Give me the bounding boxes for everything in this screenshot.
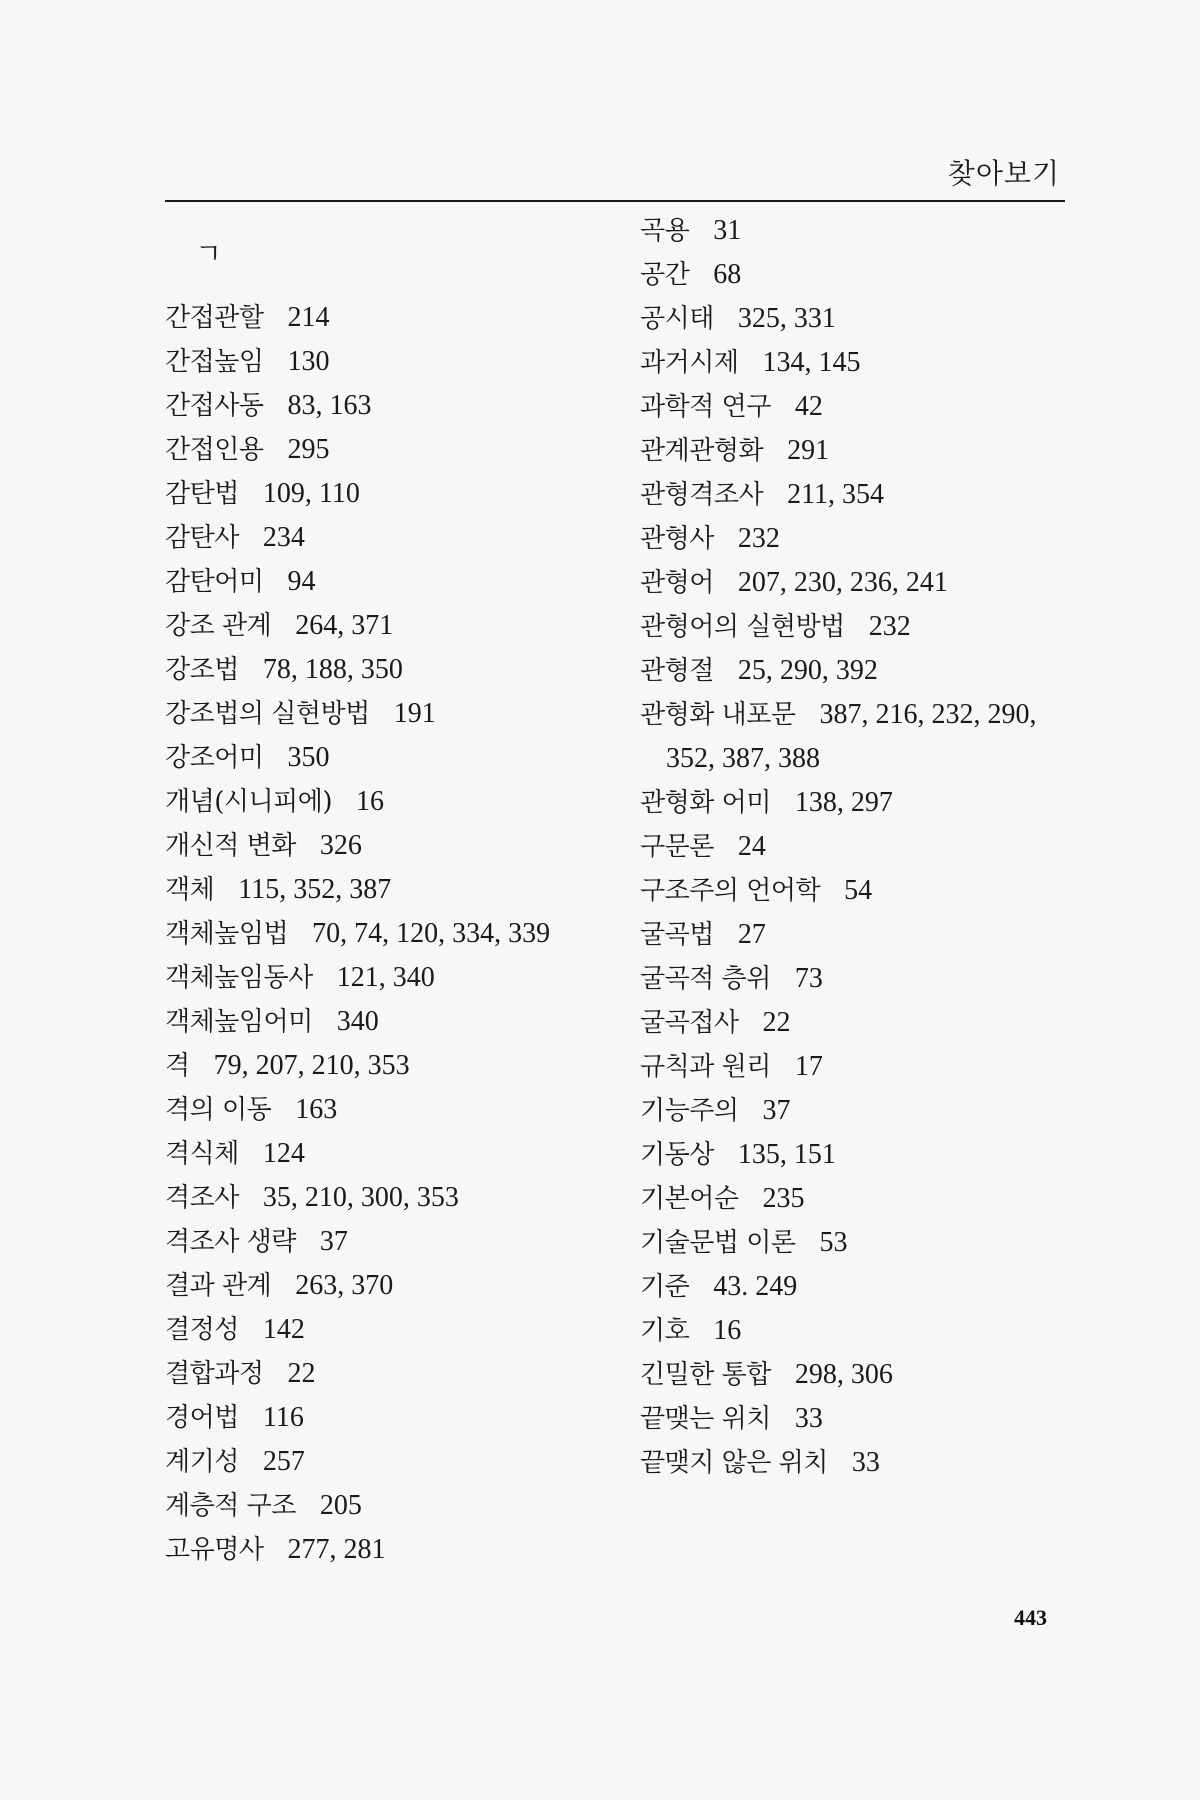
index-page-refs: 235 — [762, 1183, 805, 1214]
index-term: 객체 — [165, 875, 215, 905]
index-column-right — [640, 209, 1080, 1485]
index-page-refs: 135, 151 — [737, 1139, 836, 1170]
index-entry — [165, 912, 605, 956]
index-page-refs: 42 — [794, 391, 823, 422]
index-entry — [165, 1484, 605, 1528]
index-term: 공시태 — [640, 304, 714, 334]
index-term: 공간 — [640, 260, 690, 290]
index-page-refs: 25, 290, 392 — [737, 655, 878, 686]
index-entry — [165, 648, 605, 692]
index-entry — [640, 209, 1080, 253]
index-page-refs: 207, 230, 236, 241 — [737, 567, 948, 598]
index-term: 끝맺는 위치 — [640, 1404, 771, 1434]
index-term: 구조주의 언어학 — [640, 876, 821, 906]
index-page-refs: 263, 370 — [295, 1270, 394, 1301]
index-entry — [165, 1528, 605, 1572]
index-entry — [640, 825, 1080, 869]
index-entry — [165, 516, 605, 560]
index-term: 기동상 — [640, 1140, 714, 1170]
index-entry — [165, 868, 605, 912]
index-page-refs: 264, 371 — [295, 610, 394, 641]
index-page-refs: 17 — [794, 1051, 823, 1082]
index-entry — [165, 1000, 605, 1044]
index-term: 기준 — [640, 1272, 690, 1302]
index-page-refs: 138, 297 — [794, 787, 893, 818]
index-entry — [640, 385, 1080, 429]
index-page-refs: 37 — [762, 1095, 791, 1126]
index-page-refs: 109, 110 — [262, 478, 360, 509]
index-entry — [165, 604, 605, 648]
index-entry — [165, 956, 605, 1000]
index-term: 관계관형화 — [640, 436, 764, 466]
index-term: 긴밀한 통합 — [640, 1360, 771, 1390]
index-term: 관형어의 실현방법 — [640, 612, 845, 642]
index-term: 굴곡접사 — [640, 1008, 739, 1038]
index-entry — [640, 869, 1080, 913]
index-page-refs: 134, 145 — [762, 347, 861, 378]
index-page-refs: 352, 387, 388 — [666, 743, 820, 774]
index-term: 규칙과 원리 — [640, 1052, 771, 1082]
index-entry — [640, 1397, 1080, 1441]
index-entry — [165, 780, 605, 824]
index-entry — [640, 737, 1080, 781]
index-page-refs: 27 — [737, 919, 766, 950]
index-entry — [165, 1044, 605, 1088]
section-letter: ㄱ — [195, 237, 223, 270]
index-page-refs: 33 — [794, 1403, 823, 1434]
index-column-left — [165, 296, 605, 1572]
index-page-refs: 16 — [713, 1315, 742, 1346]
index-term: 곡용 — [640, 216, 690, 246]
index-entry — [165, 296, 605, 340]
index-term: 간접인용 — [165, 435, 264, 465]
index-term: 강조 관계 — [165, 611, 272, 641]
index-entry — [165, 340, 605, 384]
index-term: 관형어 — [640, 568, 714, 598]
index-entry — [640, 1221, 1080, 1265]
index-page-refs: 232 — [737, 523, 780, 554]
index-term: 객체높임어미 — [165, 1007, 313, 1037]
index-term: 경어법 — [165, 1403, 239, 1433]
index-term: 계층적 구조 — [165, 1491, 296, 1521]
index-page-refs: 31 — [713, 215, 742, 246]
index-term: 기술문법 이론 — [640, 1228, 796, 1258]
index-entry — [640, 693, 1080, 737]
index-page-refs: 340 — [336, 1006, 379, 1037]
index-page-refs: 37 — [319, 1226, 348, 1257]
index-entry — [640, 561, 1080, 605]
index-entry — [640, 1001, 1080, 1045]
index-page-refs: 387, 216, 232, 290, — [819, 699, 1037, 730]
index-page-refs: 79, 207, 210, 353 — [213, 1050, 410, 1081]
index-entry — [640, 473, 1080, 517]
index-page-refs: 234 — [262, 522, 305, 553]
index-term: 감탄어미 — [165, 567, 264, 597]
index-page-refs: 291 — [787, 435, 830, 466]
index-term: 관형화 어미 — [640, 788, 771, 818]
index-entry — [165, 824, 605, 868]
index-term: 격의 이동 — [165, 1095, 272, 1125]
index-term: 간접관할 — [165, 303, 264, 333]
index-term: 강조어미 — [165, 743, 264, 773]
index-entry — [640, 341, 1080, 385]
header-divider — [165, 200, 1065, 202]
index-page-refs: 124 — [262, 1138, 305, 1169]
index-entry — [640, 649, 1080, 693]
index-page-refs: 35, 210, 300, 353 — [262, 1182, 459, 1213]
index-term: 계기성 — [165, 1447, 239, 1477]
index-page-refs: 163 — [295, 1094, 338, 1125]
index-entry — [640, 297, 1080, 341]
index-entry — [640, 429, 1080, 473]
index-term: 기능주의 — [640, 1096, 739, 1126]
index-entry — [640, 1309, 1080, 1353]
index-term: 결과 관계 — [165, 1271, 272, 1301]
index-page-refs: 142 — [262, 1314, 305, 1345]
index-page-refs: 214 — [287, 302, 330, 333]
index-page-refs: 24 — [737, 831, 766, 862]
index-entry — [640, 1177, 1080, 1221]
index-page-refs: 33 — [851, 1447, 880, 1478]
index-term: 기호 — [640, 1316, 690, 1346]
index-page-refs: 232 — [868, 611, 911, 642]
index-page-refs: 70, 74, 120, 334, 339 — [312, 918, 551, 949]
index-entry — [640, 957, 1080, 1001]
index-term: 결합과정 — [165, 1359, 264, 1389]
index-entry — [165, 1176, 605, 1220]
index-term: 개신적 변화 — [165, 831, 296, 861]
index-page-refs: 83, 163 — [287, 390, 372, 421]
index-term: 강조법 — [165, 655, 239, 685]
index-entry — [640, 517, 1080, 561]
index-entry — [165, 428, 605, 472]
index-term: 간접사동 — [165, 391, 264, 421]
index-page-refs: 130 — [287, 346, 330, 377]
index-entry — [165, 1220, 605, 1264]
index-term: 강조법의 실현방법 — [165, 699, 370, 729]
index-term: 객체높임동사 — [165, 963, 313, 993]
index-entry — [165, 472, 605, 516]
index-term: 감탄사 — [165, 523, 239, 553]
index-page-refs: 54 — [844, 875, 873, 906]
index-term: 구문론 — [640, 832, 714, 862]
index-entry — [640, 1441, 1080, 1485]
index-entry — [640, 1353, 1080, 1397]
index-page-refs: 298, 306 — [794, 1359, 893, 1390]
page-number: 443 — [1014, 1605, 1047, 1630]
index-term: 과학적 연구 — [640, 392, 771, 422]
index-page-refs: 78, 188, 350 — [262, 654, 403, 685]
index-entry — [165, 736, 605, 780]
index-entry — [165, 1440, 605, 1484]
index-term: 굴곡법 — [640, 920, 714, 950]
index-page-refs: 326 — [319, 830, 362, 861]
index-entry — [640, 1045, 1080, 1089]
index-page-refs: 121, 340 — [336, 962, 435, 993]
index-term: 객체높임법 — [165, 919, 289, 949]
index-entry — [165, 692, 605, 736]
index-page-refs: 115, 352, 387 — [238, 874, 392, 905]
index-entry — [165, 1352, 605, 1396]
index-term: 관형화 내포문 — [640, 700, 796, 730]
index-page-refs: 277, 281 — [287, 1534, 386, 1565]
index-term: 고유명사 — [165, 1535, 264, 1565]
index-term: 관형사 — [640, 524, 714, 554]
index-page-refs: 53 — [819, 1227, 848, 1258]
index-entry — [165, 560, 605, 604]
index-page-refs: 94 — [287, 566, 316, 597]
index-term: 관형격조사 — [640, 480, 764, 510]
index-entry — [640, 1265, 1080, 1309]
index-page-refs: 325, 331 — [737, 303, 836, 334]
index-page-refs: 22 — [762, 1007, 791, 1038]
index-term: 굴곡적 층위 — [640, 964, 771, 994]
index-page-refs: 295 — [287, 434, 330, 465]
index-term: 결정성 — [165, 1315, 239, 1345]
index-page-refs: 257 — [262, 1446, 305, 1477]
index-entry — [165, 1132, 605, 1176]
index-page-refs: 43. 249 — [713, 1271, 798, 1302]
index-entry — [640, 913, 1080, 957]
index-term: 간접높임 — [165, 347, 264, 377]
index-term: 과거시제 — [640, 348, 739, 378]
index-term: 관형절 — [640, 656, 714, 686]
index-page-refs: 116 — [262, 1402, 304, 1433]
index-term: 격식체 — [165, 1139, 239, 1169]
index-page-refs: 350 — [287, 742, 330, 773]
index-entry — [640, 605, 1080, 649]
index-term: 끝맺지 않은 위치 — [640, 1448, 828, 1478]
index-term: 격 — [165, 1051, 190, 1081]
index-term: 기본어순 — [640, 1184, 739, 1214]
index-term: 개념(시니피에) — [165, 787, 332, 817]
index-page-refs: 211, 354 — [787, 479, 885, 510]
index-page-refs: 68 — [713, 259, 742, 290]
index-entry — [640, 253, 1080, 297]
index-page-refs: 205 — [319, 1490, 362, 1521]
index-page-refs: 22 — [287, 1358, 316, 1389]
page-header-title: 찾아보기 — [947, 157, 1060, 190]
index-page-refs: 16 — [355, 786, 384, 817]
index-entry — [640, 781, 1080, 825]
index-entry — [165, 1088, 605, 1132]
index-entry — [165, 1396, 605, 1440]
index-page-refs: 191 — [393, 698, 436, 729]
index-page-refs: 73 — [794, 963, 823, 994]
index-entry — [640, 1133, 1080, 1177]
index-entry — [165, 384, 605, 428]
index-entry — [165, 1308, 605, 1352]
index-entry — [165, 1264, 605, 1308]
index-entry — [640, 1089, 1080, 1133]
index-term: 격조사 — [165, 1183, 239, 1213]
index-term: 감탄법 — [165, 479, 239, 509]
index-term: 격조사 생략 — [165, 1227, 296, 1257]
